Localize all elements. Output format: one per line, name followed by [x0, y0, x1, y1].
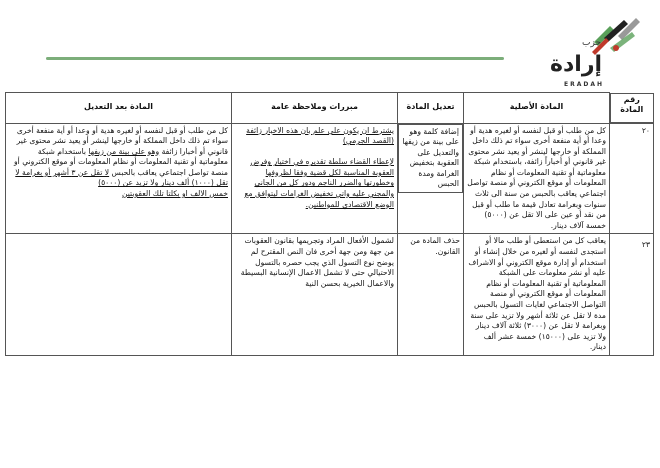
justification-cell: [232, 234, 398, 356]
table-row: [6, 234, 654, 356]
table-header-row: [6, 93, 654, 124]
amended-article-cell: [6, 123, 232, 234]
justification-text: لشمول الأفعال المراد وتجريمها بقانون العقوبات من جهة ومن جهة أخرى فان النص المقترح لم يوضح نوع التسول الذي يجب حصره بالتسول الاحتيالي حتى لا تشمل الاعمال الإنسانية البسيطة والاعمال الخيرية بحسن النية: [240, 236, 394, 288]
party-logo: [522, 8, 650, 92]
header-accent-line: [46, 57, 504, 60]
article-number: ٢٣: [610, 234, 654, 356]
amendments-table: [5, 92, 654, 356]
original-article-text: يعاقب كل من استعطى أو طلب مالا أو استجدى لنفسه أو لغيره من خلال إنشاء أو استخدام أو إدارة موقع الكتروني أو الاشراف عليه أو نشر معلومات على الشبكة المعلوماتية أو تقنية المعلومات أو نظام المعلومات أو موقع الكتروني أو منصة التواصل الاجتماعي لغايات التسول بالحبس مدة لا تقل عن ثلاثة أشهر ولا تزيد على سنة وبغرامة لا تقل عن (٣٠٠٠) ثلاثة آلاف دينار ولا تزيد على (١٥٠٠٠) خمسة عشر ألف دينار.: [464, 234, 610, 356]
logo-party-word: حزب: [582, 38, 602, 48]
amendment-text: حذف المادة من القانون.: [398, 234, 464, 356]
header-justifications: مبررات وملاحظة عامة: [232, 93, 398, 124]
logo-ribbons-icon: [522, 8, 650, 56]
amended-inserted-phrase: وهو على بينة من زيفها: [88, 146, 160, 156]
logo-party-name: إرادة: [550, 52, 603, 77]
amended-penalty-words: خمس الالف او بكلتا تلك العقوبتين: [121, 189, 228, 199]
header-article-amendment: تعديل المادة: [398, 93, 464, 124]
header-original-article: المادة الأصلية: [464, 93, 610, 124]
header-article-after-amendment: المادة بعد التعديل: [6, 93, 232, 124]
justification-criminal-intent: يشترط ان يكون على علم بان هذه الاخبار زائفة (القصد الجرمي): [246, 125, 394, 146]
amendment-text: إضافة كلمة وهو على بينة من زيفها والتعديل على العقوبة بتخفيض الغرامة ومدة الحبس: [398, 124, 463, 194]
original-article-text: كل من طلب أو قبل لنفسه أو لغيره هدية أو وعدا أو أية منفعة أخرى سواء تم ذلك داخل المملكة أو خارجها لينشر أو يعيد نشر محتوى غير قانوني أو أخباراً زائفة، باستخدام شبكة معلوماتية أو تقنية المعلومات أو نظام المعلومات أو موقع الكتروني أو منصة تواصل اجتماعي يعاقب بالحبس من سنة الى ثلاث سنوات وبغرامة تعادل قيمة ما طلب أو قبل من نقد أو عين على الا تقل عن (٥٠٠٠) خمسة آلاف دينار.: [464, 123, 610, 234]
amended-text-part1: كل من طلب أو قبل لنفسه أو لغيره هدية أو وعدا أو أية منفعة أخرى سواء تم ذلك داخل المملكة أو خارجها لينشر أو يعيد نشر محتوى غير قانوني أو أخبارا زائفة: [16, 125, 228, 156]
article-number: ٢٠: [610, 123, 654, 234]
logo-latin-name: ERADAH: [564, 81, 605, 88]
justification-judicial-discretion: لإعطاء القضاء سلطة تقديره في اختيار وفرض العقوبة المناسبة لكل قضية وفقا لظروفها وخطورتها والضرر الناجم ودور كل من الجاني والمجني عليه واتي تخفيض الغرامات ليتوافق مع الوضع الاقتصادي للمواطنين.: [244, 157, 394, 209]
table-row: [6, 123, 654, 234]
amended-article-cell: [6, 234, 232, 356]
amended-penalty: لا تقل عن ٣ أشهر أو بغرامة لا تقل (١٠٠٠) ألف دينار ولا تزيد عن (٥٠٠٠): [15, 167, 228, 188]
amended-text-part2: باستخدام شبكة معلوماتية أو تقنية المعلومات أو نظام المعلومات أو موقع الكتروني أو منصة تواصل اجتماعي يعاقب بالحبس: [14, 146, 228, 177]
justification-cell: [232, 123, 398, 234]
header-article-number: رقم المادة: [610, 93, 654, 123]
